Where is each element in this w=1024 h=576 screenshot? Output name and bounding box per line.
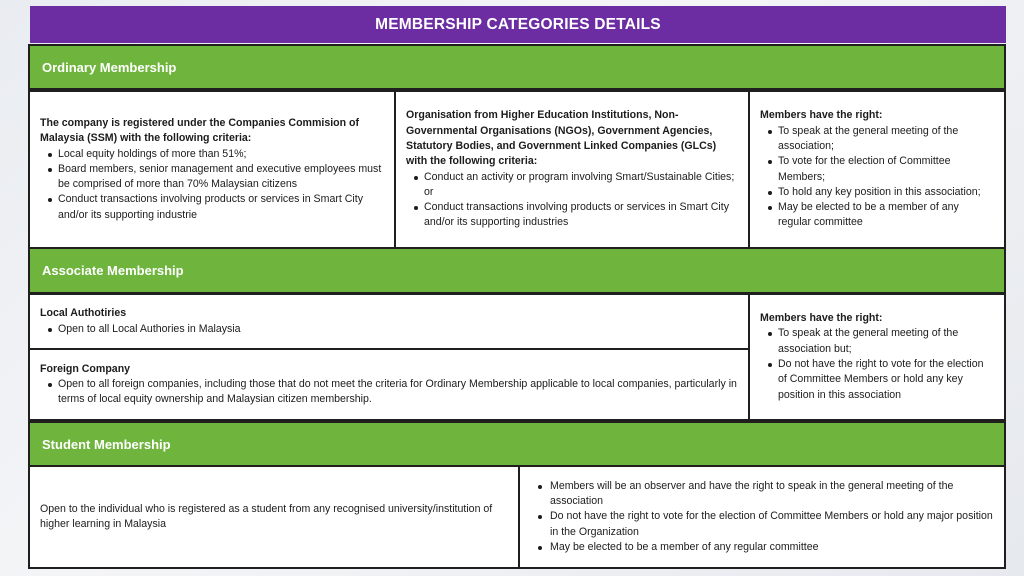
list-item: Open to all foreign companies, including those that do not meet the criteria for Ordinary Membership applicable to local companies, particularly in terms of local equity ownership and Malaysian citizen membership.: [40, 377, 738, 408]
associate-foreign-company: [28, 348, 750, 421]
rights-list: [760, 326, 994, 402]
criteria-list: [406, 170, 738, 231]
local-authorities-list: [40, 322, 738, 337]
ordinary-member-rights: [748, 90, 1006, 249]
criteria-list: [40, 147, 384, 223]
list-item: Local equity holdings of more than 51%;: [40, 147, 384, 162]
list-item: Open to all Local Authories in Malaysia: [40, 322, 738, 337]
local-authorities-title: Local Authotiries: [40, 307, 127, 320]
student-eligibility-text: Open to the individual who is registered as a student from any recognised university/institution of higher learning in Malaysia: [40, 502, 493, 530]
ordinary-organisation-criteria: [394, 90, 750, 249]
list-item: To vote for the election of Committee Members;: [760, 154, 994, 185]
page-title: MEMBERSHIP CATEGORIES DETAILS: [30, 6, 1006, 43]
list-item: To speak at the general meeting of the association;: [760, 124, 994, 155]
ordinary-company-criteria: [28, 90, 396, 249]
list-item: Do not have the right to vote for the election of Committee Members or hold any major position in the Organization: [530, 509, 994, 540]
list-item: To speak at the general meeting of the association but;: [760, 326, 994, 357]
rights-list: [760, 124, 994, 231]
list-item: Board members, senior management and executive employees must be comprised of more than 70% Malaysian citizens: [40, 162, 384, 193]
foreign-company-list: [40, 377, 738, 408]
associate-local-authorities: [28, 293, 750, 350]
list-item: To hold any key position in this association;: [760, 185, 994, 200]
list-item: Conduct transactions involving products or services in Smart City and/or its supporting industries: [406, 200, 738, 231]
list-item: May be elected to be a member of any regular committee: [530, 540, 994, 555]
associate-membership-header: Associate Membership: [28, 247, 1006, 294]
student-member-rights: [518, 465, 1006, 569]
ordinary-membership-header: Ordinary Membership: [28, 44, 1006, 90]
student-rights-list: [530, 479, 994, 555]
rights-lead: Members have the right:: [760, 109, 883, 122]
criteria-lead: The company is registered under the Companies Commision of Malaysia (SSM) with the following criteria:: [40, 116, 360, 145]
student-eligibility: [28, 465, 520, 569]
foreign-company-title: Foreign Company: [40, 362, 131, 375]
student-membership-header: Student Membership: [28, 421, 1006, 467]
associate-member-rights: [748, 293, 1006, 421]
list-item: Conduct an activity or program involving Smart/Sustainable Cities; or: [406, 170, 738, 201]
list-item: May be elected to be a member of any regular committee: [760, 200, 994, 231]
list-item: Members will be an observer and have the right to speak in the general meeting of the association: [530, 479, 994, 510]
criteria-lead: Organisation from Higher Education Institutions, Non-Governmental Organisations (NGOs), Government Agencies, Statutory Bodies, and Government Linked Companies (GLCs) with the following criteria:: [406, 109, 717, 168]
list-item: Conduct transactions involving products or services in Smart City and/or its supporting industrie: [40, 192, 384, 223]
list-item: Do not have the right to vote for the election of Committee Members or hold any key position in this association: [760, 357, 994, 403]
membership-page: [28, 6, 1006, 572]
rights-lead: Members have the right:: [760, 312, 883, 325]
